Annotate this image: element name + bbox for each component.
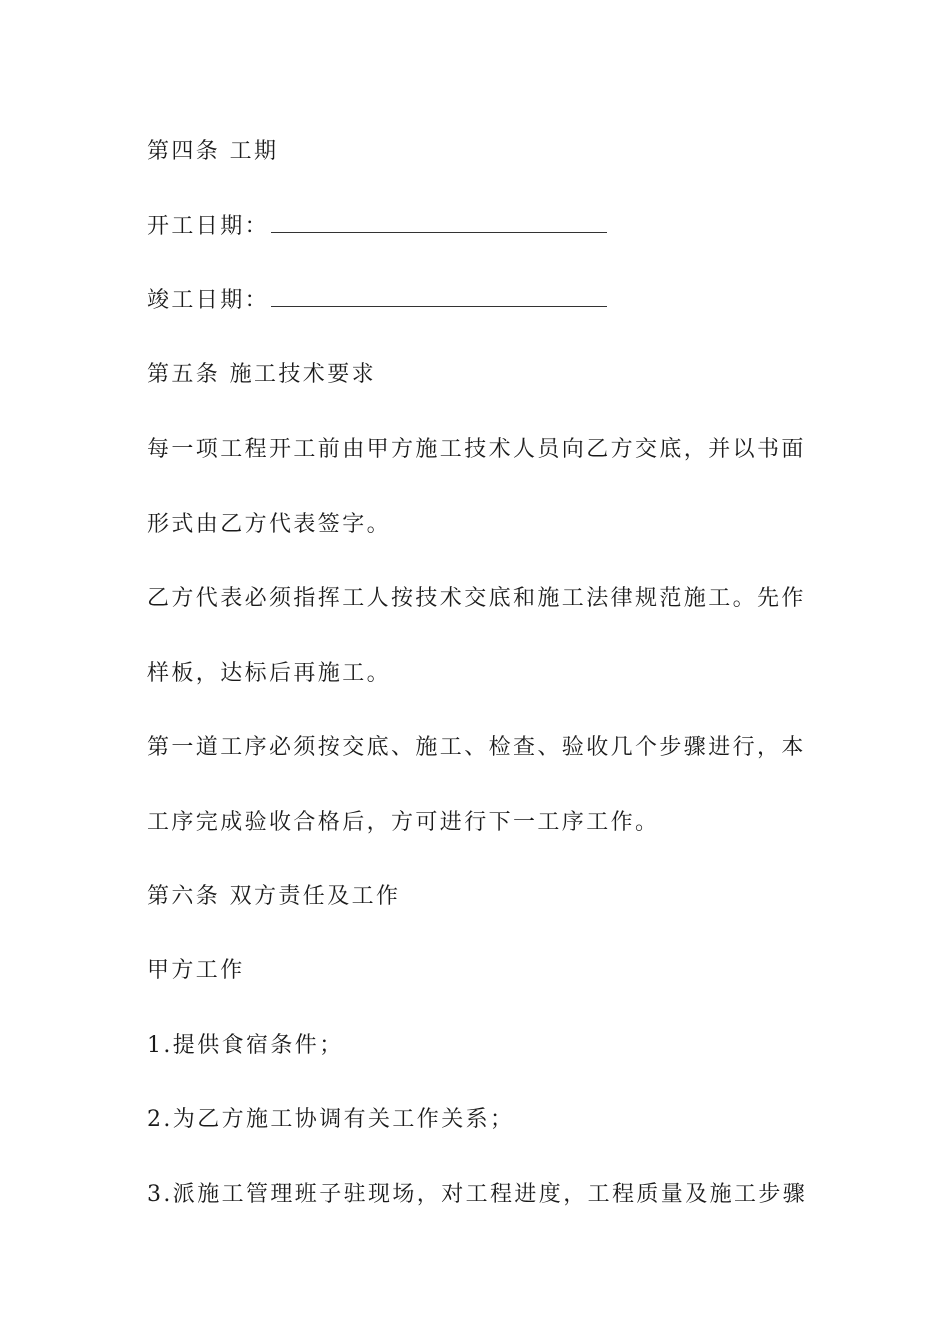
paragraph-2-line-2: 样板，达标后再施工。 bbox=[147, 661, 392, 686]
paragraph-3-line-1: 第一道工序必须按交底、施工、检查、验收几个步骤进行，本 bbox=[147, 735, 806, 760]
article-4-heading: 第四条 工期 bbox=[147, 139, 279, 164]
article-6-heading: 第六条 双方责任及工作 bbox=[147, 884, 401, 909]
list-item-3: 3.派施工管理班子驻现场，对工程进度，工程质量及施工步骤 bbox=[147, 1182, 808, 1207]
paragraph-2-line-1: 乙方代表必须指挥工人按技术交底和施工法律规范施工。先作 bbox=[147, 586, 806, 611]
start-date-label: 开工日期： bbox=[147, 214, 270, 239]
start-date-blank bbox=[271, 212, 607, 233]
party-a-heading: 甲方工作 bbox=[147, 958, 245, 983]
article-5-heading: 第五条 施工技术要求 bbox=[147, 362, 376, 387]
start-date-row bbox=[147, 212, 607, 242]
paragraph-1-line-2: 形式由乙方代表签字。 bbox=[147, 512, 392, 537]
end-date-label: 竣工日期： bbox=[147, 288, 270, 313]
list-item-2: 2.为乙方施工协调有关工作关系； bbox=[147, 1107, 515, 1132]
paragraph-3-line-2: 工序完成验收合格后，方可进行下一工序工作。 bbox=[147, 810, 660, 835]
paragraph-1-line-1: 每一项工程开工前由甲方施工技术人员向乙方交底，并以书面 bbox=[147, 437, 806, 462]
end-date-blank bbox=[271, 286, 607, 307]
list-item-1: 1.提供食宿条件； bbox=[147, 1033, 344, 1058]
end-date-row bbox=[147, 286, 607, 316]
